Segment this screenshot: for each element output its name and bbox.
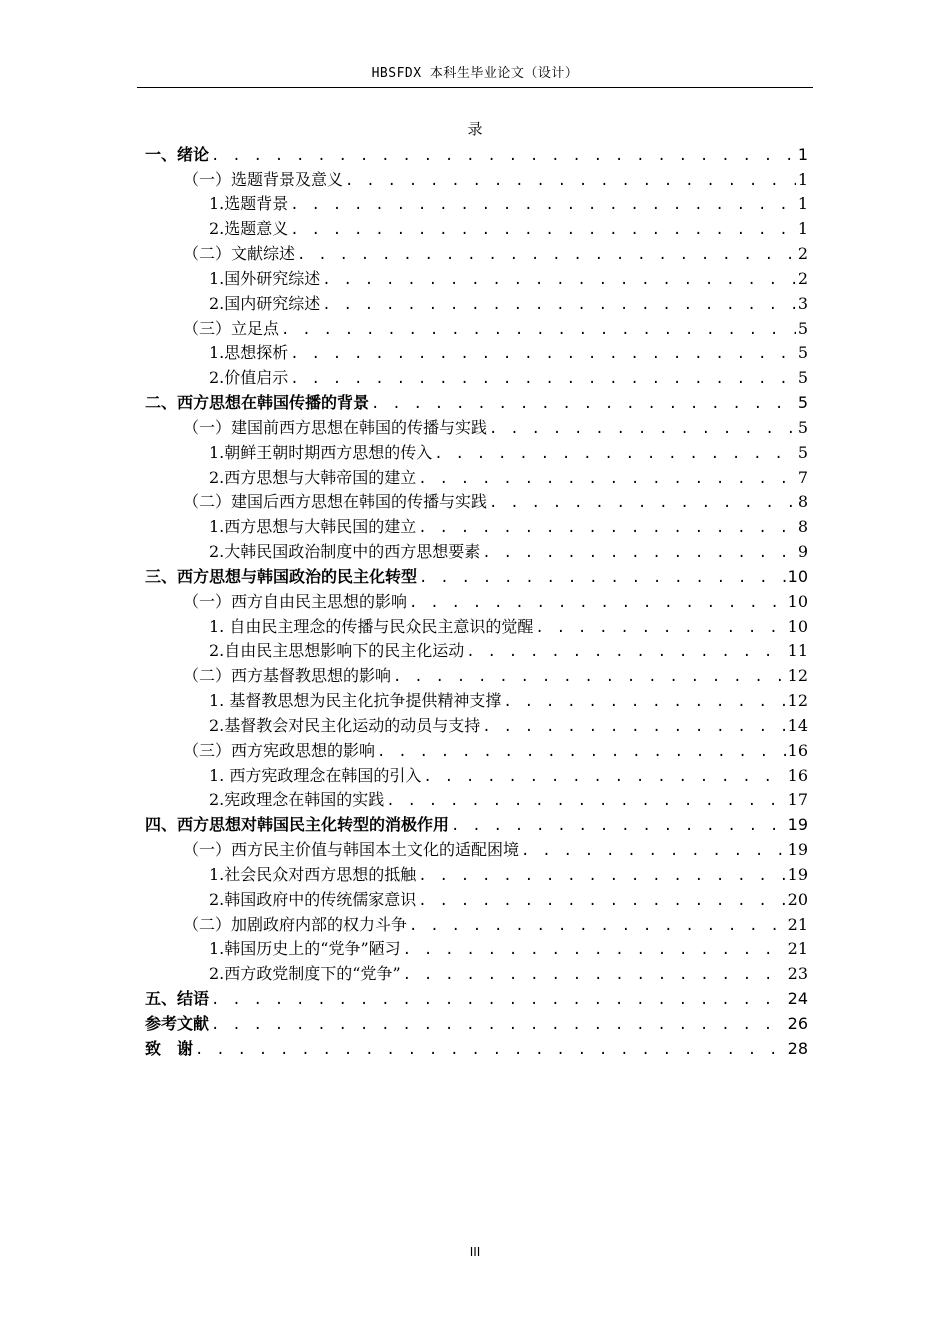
toc-entry[interactable] <box>145 341 808 366</box>
toc-entry-page: 3 <box>797 293 808 313</box>
toc-entry-page: 5 <box>797 417 808 437</box>
toc-entry-title: 1.朝鲜王朝时期西方思想的传入 <box>209 442 433 462</box>
toc-leader-dots <box>386 790 785 812</box>
toc-entry-title: （二）加剧政府内部的权力斗争 <box>183 914 408 934</box>
toc-entry[interactable] <box>145 862 808 887</box>
toc-leader-dots <box>489 492 796 514</box>
toc-entry[interactable] <box>145 589 808 614</box>
toc-entry-title: 2.韩国政府中的传统儒家意识 <box>209 889 417 909</box>
toc-leader-dots <box>409 915 786 937</box>
toc-entry-page: 5 <box>797 368 808 388</box>
toc-entry[interactable] <box>145 564 808 589</box>
toc-entry-page: 5 <box>797 393 808 413</box>
toc-entry[interactable] <box>145 887 808 912</box>
toc-entry[interactable] <box>145 912 808 937</box>
toc-entry-title: 1.选题背景 <box>209 194 289 214</box>
toc-entry-title: 2.宪政理念在韩国的实践 <box>209 790 385 810</box>
toc-entry-page: 1 <box>797 169 808 189</box>
toc-entry-page: 21 <box>787 939 808 959</box>
toc-leader-dots <box>297 244 796 266</box>
toc-entry[interactable] <box>145 738 808 763</box>
toc-entry-page: 12 <box>787 666 808 686</box>
toc-entry[interactable] <box>145 1036 808 1061</box>
toc-entry-title: （三）立足点 <box>183 318 280 338</box>
toc-entry-page: 17 <box>787 790 808 810</box>
toc-title: 录 <box>467 120 483 138</box>
toc-leader-dots <box>419 567 786 589</box>
toc-leader-dots <box>393 666 786 688</box>
toc-entry[interactable] <box>145 812 808 837</box>
toc-entry-title: （一）西方自由民主思想的影响 <box>183 591 408 611</box>
toc-entry[interactable] <box>145 167 808 192</box>
toc-entry-title: 2.价值启示 <box>209 368 289 388</box>
toc-leader-dots <box>403 964 786 986</box>
toc-leader-dots <box>377 741 786 763</box>
toc-leader-dots <box>211 145 796 167</box>
toc-entry-title: 2.大韩民国政治制度中的西方思想要素 <box>209 542 481 562</box>
toc-entry[interactable] <box>145 291 808 316</box>
toc-entry-title: 二、西方思想在韩国传播的背景 <box>145 393 370 413</box>
toc-entry-page: 7 <box>797 467 808 487</box>
toc-entry[interactable] <box>145 713 808 738</box>
toc-leader-dots <box>451 815 786 837</box>
toc-entry-page: 28 <box>787 1038 808 1058</box>
toc-entry-title: 2.自由民主思想影响下的民主化运动 <box>209 641 465 661</box>
toc-entry[interactable] <box>145 142 808 167</box>
toc-entry[interactable] <box>145 216 808 241</box>
toc-entry-title: 1. 西方宪政理念在韩国的引入 <box>209 765 422 785</box>
toc-entry-page: 11 <box>787 641 808 661</box>
toc-entry[interactable] <box>145 639 808 664</box>
toc-leader-dots <box>409 592 786 614</box>
toc-entry-title: 1.思想探析 <box>209 343 289 363</box>
toc-entry-page: 5 <box>797 343 808 363</box>
toc-entry-title: 三、西方思想与韩国政治的民主化转型 <box>145 566 418 586</box>
toc-leader-dots <box>281 319 796 341</box>
toc-entry-title: （二）文献综述 <box>183 244 296 264</box>
toc-entry-title: 五、结语 <box>145 988 210 1008</box>
page-header: HBSFDX 本科生毕业论文（设计） <box>371 66 579 81</box>
toc-entry[interactable] <box>145 440 808 465</box>
toc-entry[interactable] <box>145 192 808 217</box>
toc-leader-dots <box>418 517 796 539</box>
toc-leader-dots <box>482 716 785 738</box>
toc-entry-page: 2 <box>797 244 808 264</box>
toc-entry[interactable] <box>145 614 808 639</box>
toc-entry-title: 2.西方政党制度下的“党争” <box>209 964 401 984</box>
toc-entry-page: 5 <box>797 442 808 462</box>
toc-leader-dots <box>418 890 785 912</box>
toc-entry-page: 1 <box>797 219 808 239</box>
toc-entry-page: 1 <box>797 144 808 164</box>
toc-entry[interactable] <box>145 241 808 266</box>
toc-leader-dots <box>482 542 796 564</box>
toc-entry[interactable] <box>145 663 808 688</box>
toc-entry-title: 2.选题意义 <box>209 219 289 239</box>
toc-entry-page: 21 <box>787 914 808 934</box>
toc-entry-page: 20 <box>787 889 808 909</box>
header-divider <box>137 87 813 88</box>
toc-leader-dots <box>195 1039 786 1061</box>
toc-entry[interactable] <box>145 837 808 862</box>
toc-entry-page: 2 <box>797 268 808 288</box>
toc-entry[interactable] <box>145 316 808 341</box>
page-number: III <box>469 1245 481 1259</box>
toc-leader-dots <box>418 865 785 887</box>
toc-entry-page: 24 <box>787 988 808 1008</box>
toc-entry[interactable] <box>145 788 808 813</box>
toc-entry[interactable] <box>145 266 808 291</box>
toc-leader-dots <box>290 368 796 390</box>
toc-entry[interactable] <box>145 961 808 986</box>
toc-entry-title: 参考文献 <box>145 1013 210 1033</box>
toc-entry[interactable] <box>145 415 808 440</box>
toc-entry-title: 1.西方思想与大韩民国的建立 <box>209 517 417 537</box>
toc-entry-page: 19 <box>787 840 808 860</box>
toc-entry[interactable] <box>145 514 808 539</box>
toc-entry-title: 1. 基督教思想为民主化抗争提供精神支撑 <box>209 691 502 711</box>
toc-entry-page: 16 <box>787 765 808 785</box>
toc-leader-dots <box>434 443 796 465</box>
toc-entry-page: 12 <box>787 691 808 711</box>
toc-entry-page: 19 <box>787 815 808 835</box>
toc-leader-dots <box>418 468 796 490</box>
toc-entry-page: 26 <box>787 1013 808 1033</box>
toc-entry-page: 10 <box>787 616 808 636</box>
toc-leader-dots <box>322 269 796 291</box>
toc-leader-dots <box>211 989 786 1011</box>
toc-entry[interactable] <box>145 688 808 713</box>
toc-entry[interactable] <box>145 539 808 564</box>
toc-entry[interactable] <box>145 986 808 1011</box>
toc-leader-dots <box>423 766 785 788</box>
toc-entry-page: 10 <box>787 566 808 586</box>
toc-leader-dots <box>489 418 796 440</box>
toc-entry-title: 四、西方思想对韩国民主化转型的消极作用 <box>145 815 450 835</box>
toc-entry-page: 5 <box>797 318 808 338</box>
toc-entry-title: （三）西方宪政思想的影响 <box>183 740 376 760</box>
toc-entry-title: 2.基督教会对民主化运动的动员与支持 <box>209 715 481 735</box>
toc-leader-dots <box>290 219 796 241</box>
toc-entry-page: 19 <box>787 864 808 884</box>
toc-entry[interactable] <box>145 390 808 415</box>
toc-entry-page: 16 <box>787 740 808 760</box>
toc-leader-dots <box>403 939 786 961</box>
toc-leader-dots <box>371 393 796 415</box>
toc-entry-page: 9 <box>797 542 808 562</box>
toc-entry-page: 1 <box>797 194 808 214</box>
toc-entry-title: 1. 自由民主理念的传播与民众民主意识的觉醒 <box>209 616 534 636</box>
toc-entry[interactable] <box>145 490 808 515</box>
toc-entry[interactable] <box>145 365 808 390</box>
toc-leader-dots <box>290 343 796 365</box>
toc-entry-title: （一）西方民主价值与韩国本土文化的适配困境 <box>183 840 520 860</box>
toc-leader-dots <box>345 170 796 192</box>
toc-entry[interactable] <box>145 763 808 788</box>
toc-entry-title: 1.韩国历史上的“党争”陋习 <box>209 939 401 959</box>
toc-entry-title: （一）选题背景及意义 <box>183 169 344 189</box>
toc-entry-title: 一、绪论 <box>145 144 210 164</box>
toc-entry-title: （一）建国前西方思想在韩国的传播与实践 <box>183 417 488 437</box>
toc-entry-title: （二）西方基督教思想的影响 <box>183 666 392 686</box>
toc-entry-title: 2.国内研究综述 <box>209 293 321 313</box>
toc-leader-dots <box>503 691 785 713</box>
toc-entry-title: 致 谢 <box>145 1038 194 1058</box>
toc-leader-dots <box>466 641 785 663</box>
toc-entry-page: 23 <box>787 964 808 984</box>
toc-entry-page: 14 <box>787 715 808 735</box>
toc-entry[interactable] <box>145 937 808 962</box>
toc-leader-dots <box>521 840 786 862</box>
toc-entry-title: 2.西方思想与大韩帝国的建立 <box>209 467 417 487</box>
toc-entry-page: 10 <box>787 591 808 611</box>
toc-entry-page: 8 <box>797 517 808 537</box>
toc-leader-dots <box>322 294 796 316</box>
toc-entry-page: 8 <box>797 492 808 512</box>
toc-leader-dots <box>290 194 796 216</box>
toc-entry[interactable] <box>145 465 808 490</box>
toc-entry[interactable] <box>145 1011 808 1036</box>
toc-leader-dots <box>211 1014 786 1036</box>
toc-entry-title: （二）建国后西方思想在韩国的传播与实践 <box>183 492 488 512</box>
toc-entry-title: 1.社会民众对西方思想的抵触 <box>209 864 417 884</box>
table-of-contents <box>145 142 808 1061</box>
toc-leader-dots <box>535 617 785 639</box>
toc-entry-title: 1.国外研究综述 <box>209 268 321 288</box>
